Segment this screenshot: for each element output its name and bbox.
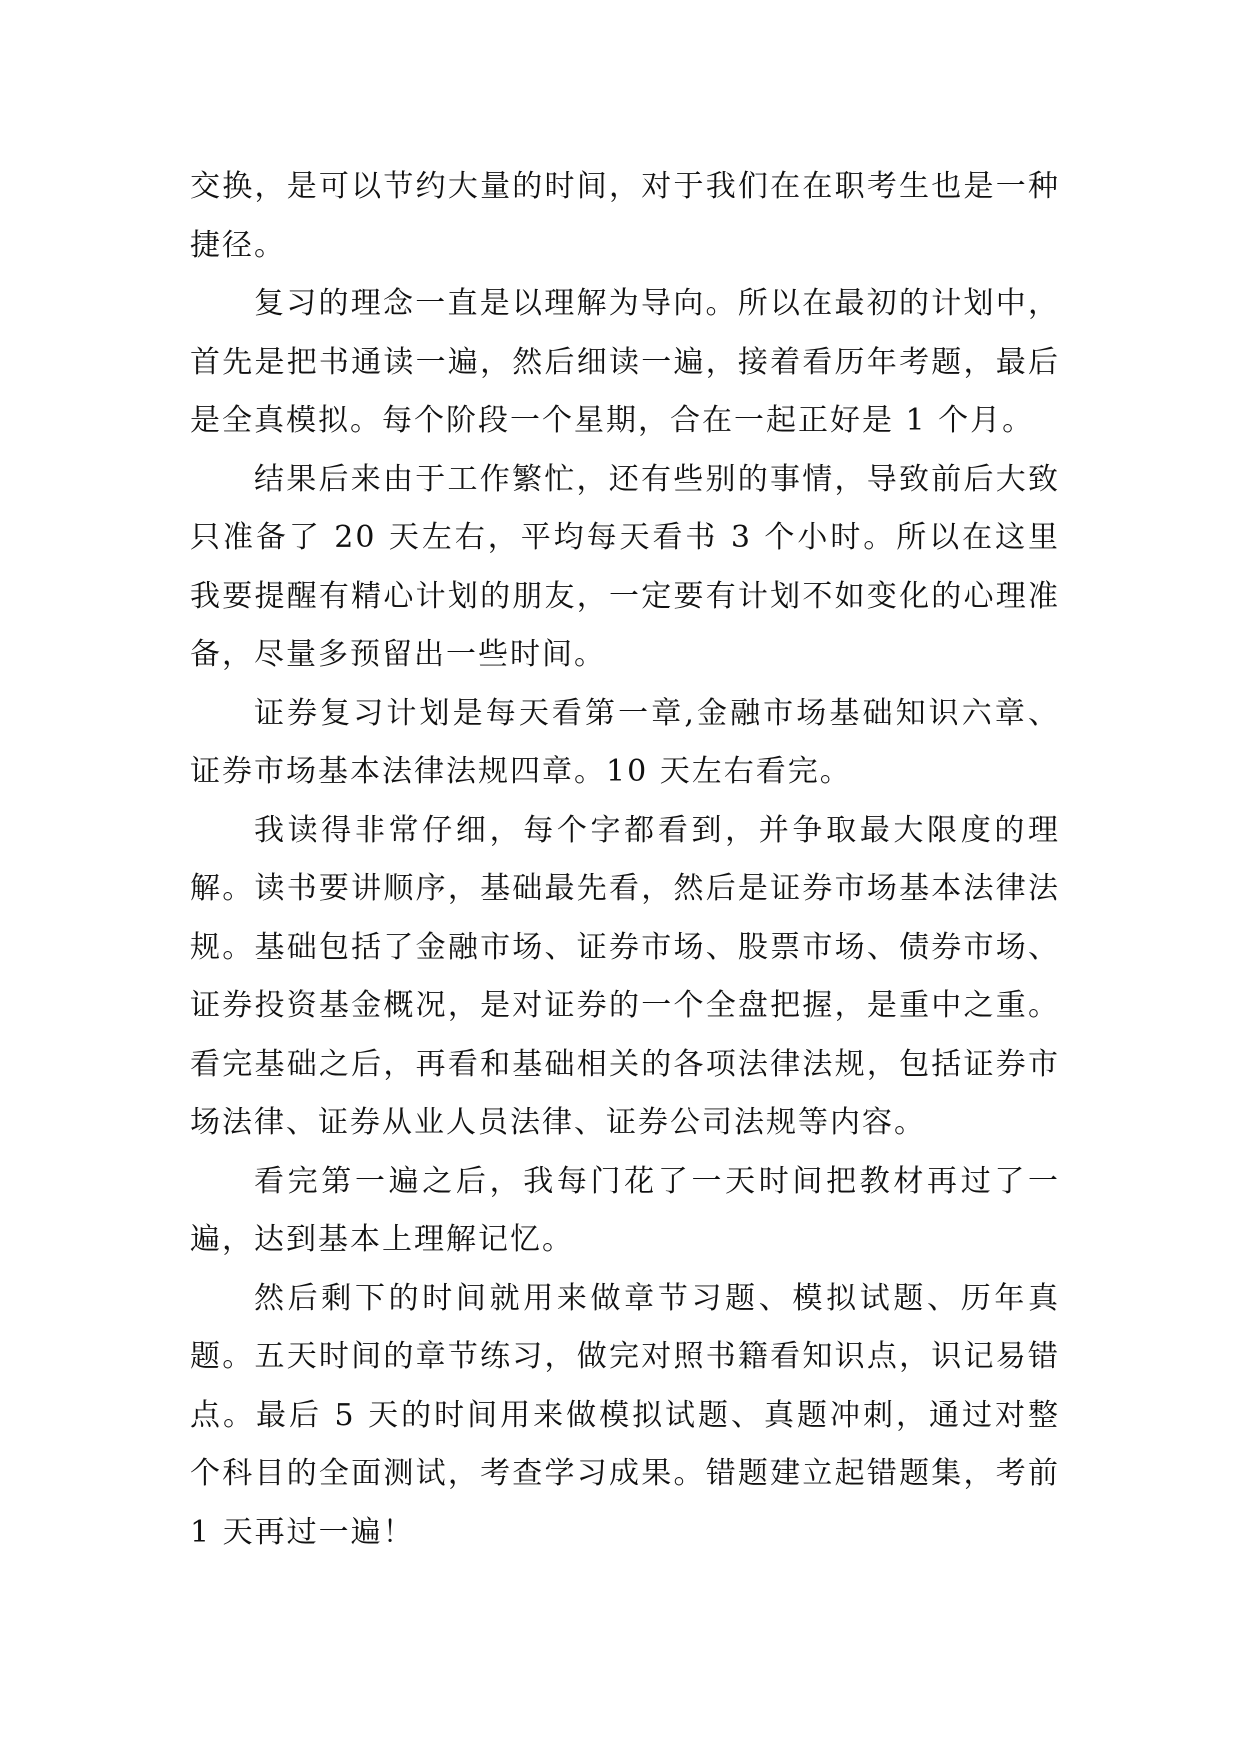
paragraph-7: 然后剩下的时间就用来做章节习题、模拟试题、历年真题。五天时间的章节练习，做完对照书籍看知识点，识记易错点。最后 5 天的时间用来做模拟试题、真题冲刺，通过对整个科目的全面测试，考查学习成果。错题建立起错题集，考前 1 天再过一遍！ (190, 1280, 1060, 1550)
paragraph-4: 证券复习计划是每天看第一章,金融市场基础知识六章、证券市场基本法律法规四章。10 天左右看完。 (190, 695, 1060, 789)
document-body (190, 158, 1060, 1562)
paragraph-6: 看完第一遍之后，我每门花了一天时间把教材再过了一遍，达到基本上理解记忆。 (190, 1163, 1060, 1257)
paragraph-1: 交换，是可以节约大量的时间，对于我们在在职考生也是一种捷径。 (190, 169, 1060, 263)
paragraph-3: 结果后来由于工作繁忙，还有些别的事情，导致前后大致只准备了 20 天左右，平均每天看书 3 个小时。所以在这里我要提醒有精心计划的朋友，一定要有计划不如变化的心理准备，尽量多预留出一些时间。 (190, 461, 1060, 672)
paragraph-5: 我读得非常仔细，每个字都看到，并争取最大限度的理解。读书要讲顺序，基础最先看，然后是证券市场基本法律法规。基础包括了金融市场、证券市场、股票市场、债券市场、证券投资基金概况，是对证券的一个全盘把握，是重中之重。看完基础之后，再看和基础相关的各项法律法规，包括证券市场法律、证券从业人员法律、证券公司法规等内容。 (190, 812, 1060, 1140)
paragraph-2: 复习的理念一直是以理解为导向。所以在最初的计划中，首先是把书通读一遍，然后细读一遍，接着看历年考题，最后是全真模拟。每个阶段一个星期，合在一起正好是 1 个月。 (190, 286, 1060, 438)
